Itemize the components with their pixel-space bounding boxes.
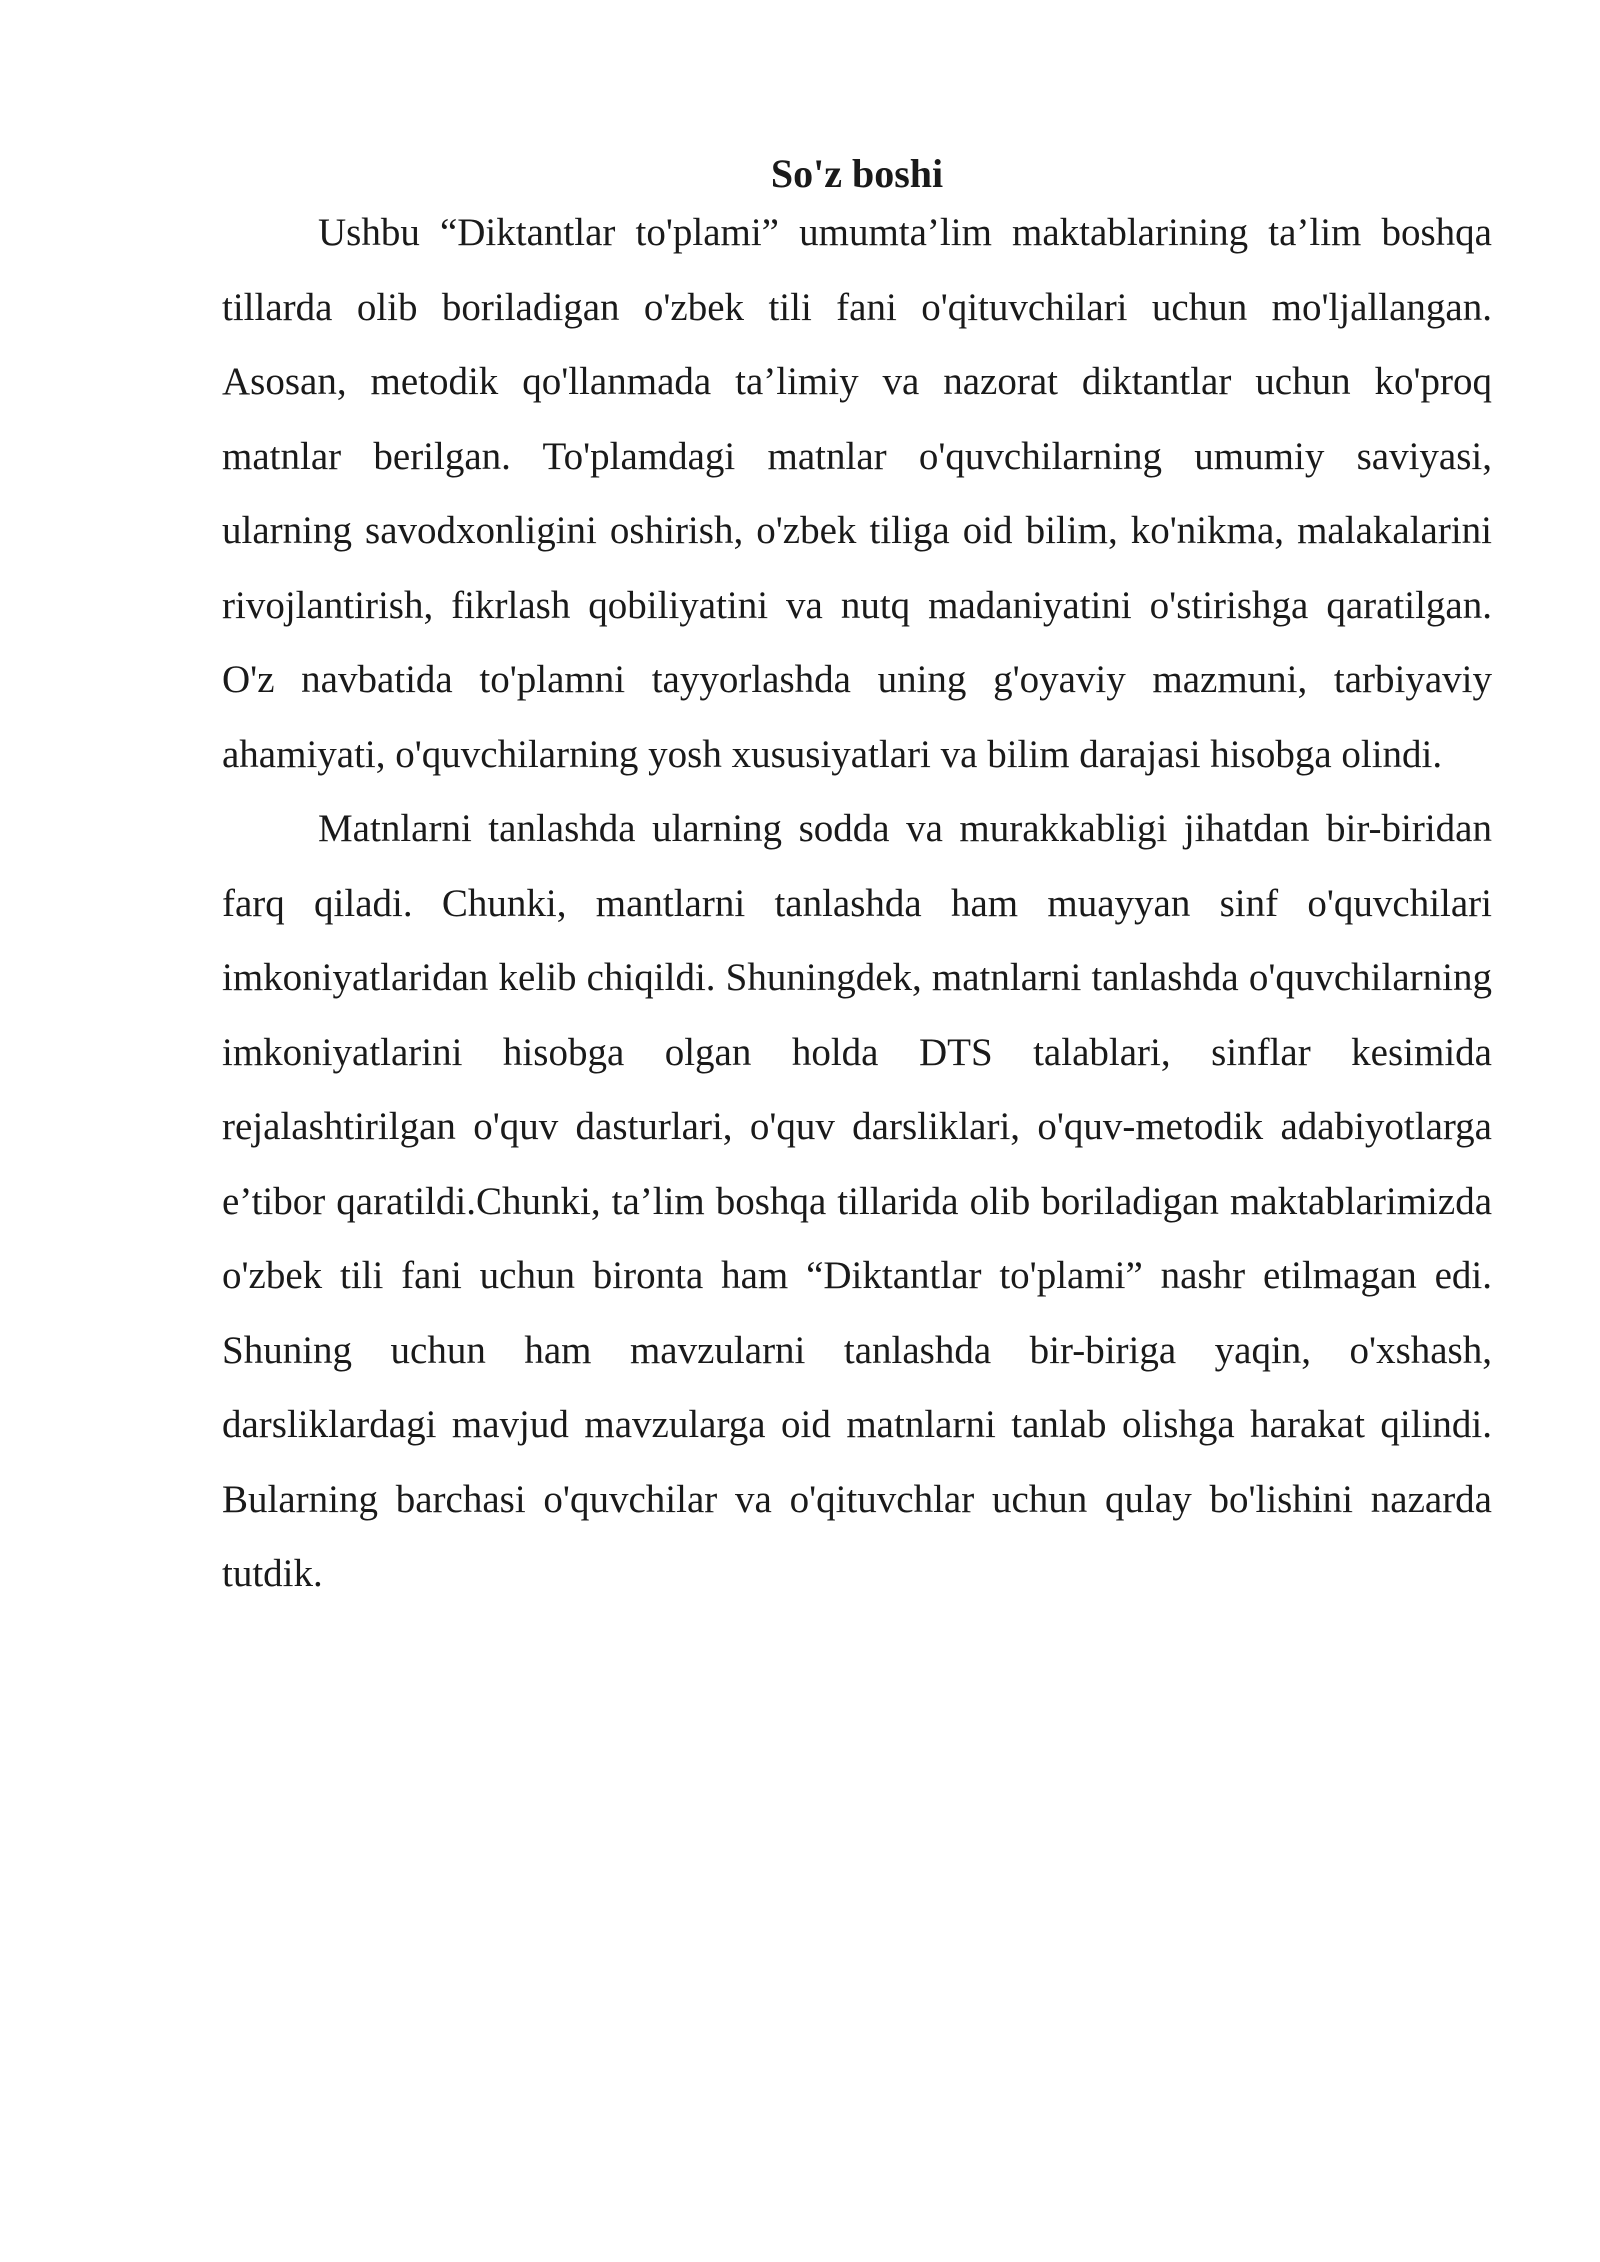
paragraph-text-selection: Matnlarni tanlashda ularning sodda va murakkabligi jihatdan bir-biridan farq qiladi. Chunki, mantlarni tanlashda ham muayyan sinf o'quvchilari imkoniyatlaridan kelib chiqildi. Shuningdek, matnlarni tanlashda o'quvchilarning imkoniyatlarini hisobga olgan holda DTS talablari, sinflar kesimida rejalashtirilgan o'quv dasturlari, o'quv darsliklari, o'quv-metodik adabiyotlarga e’tibor qaratildi.Chunki, ta’lim boshqa tillarida olib boriladigan maktablarimizda o'zbek tili fani uchun bironta ham “Diktantlar to'plami” nashr etilmagan edi. Shuning uchun ham mavzularni tanlashda bir-biriga yaqin, o'xshash, darsliklardagi mavjud mavzularga oid matnlarni tanlab olishga harakat qilindi. Bularning barchasi o'quvchilar va o'qituvchlar uchun qulay bo'lishini nazarda tutdik. (222, 807, 1492, 1595)
paragraph-intro: Ushbu “Diktantlar to'plami” umumta’lim maktablarining ta’lim boshqa tillarda olib boriladigan o'zbek tili fani o'qituvchilari uchun mo'ljallangan. Asosan, metodik qo'llanmada ta’limiy va nazorat diktantlar uchun ko'proq matnlar berilgan. To'plamdagi matnlar o'quvchilarning umumiy saviyasi, ularning savodxonligini oshirish, o'zbek tiliga oid bilim, ko'nikma, malakalarini rivojlantirish, fikrlash qobiliyatini va nutq madaniyatini o'stirishga qaratilgan. O'z navbatida to'plamni tayyorlashda uning g'oyaviy mazmuni, tarbiyaviy ahamiyati, o'quvchilarning yosh xususiyatlari va bilim darajasi hisobga olindi. (222, 211, 1492, 776)
page-title: So'z boshi (770, 151, 944, 196)
document-body (222, 146, 1492, 1612)
